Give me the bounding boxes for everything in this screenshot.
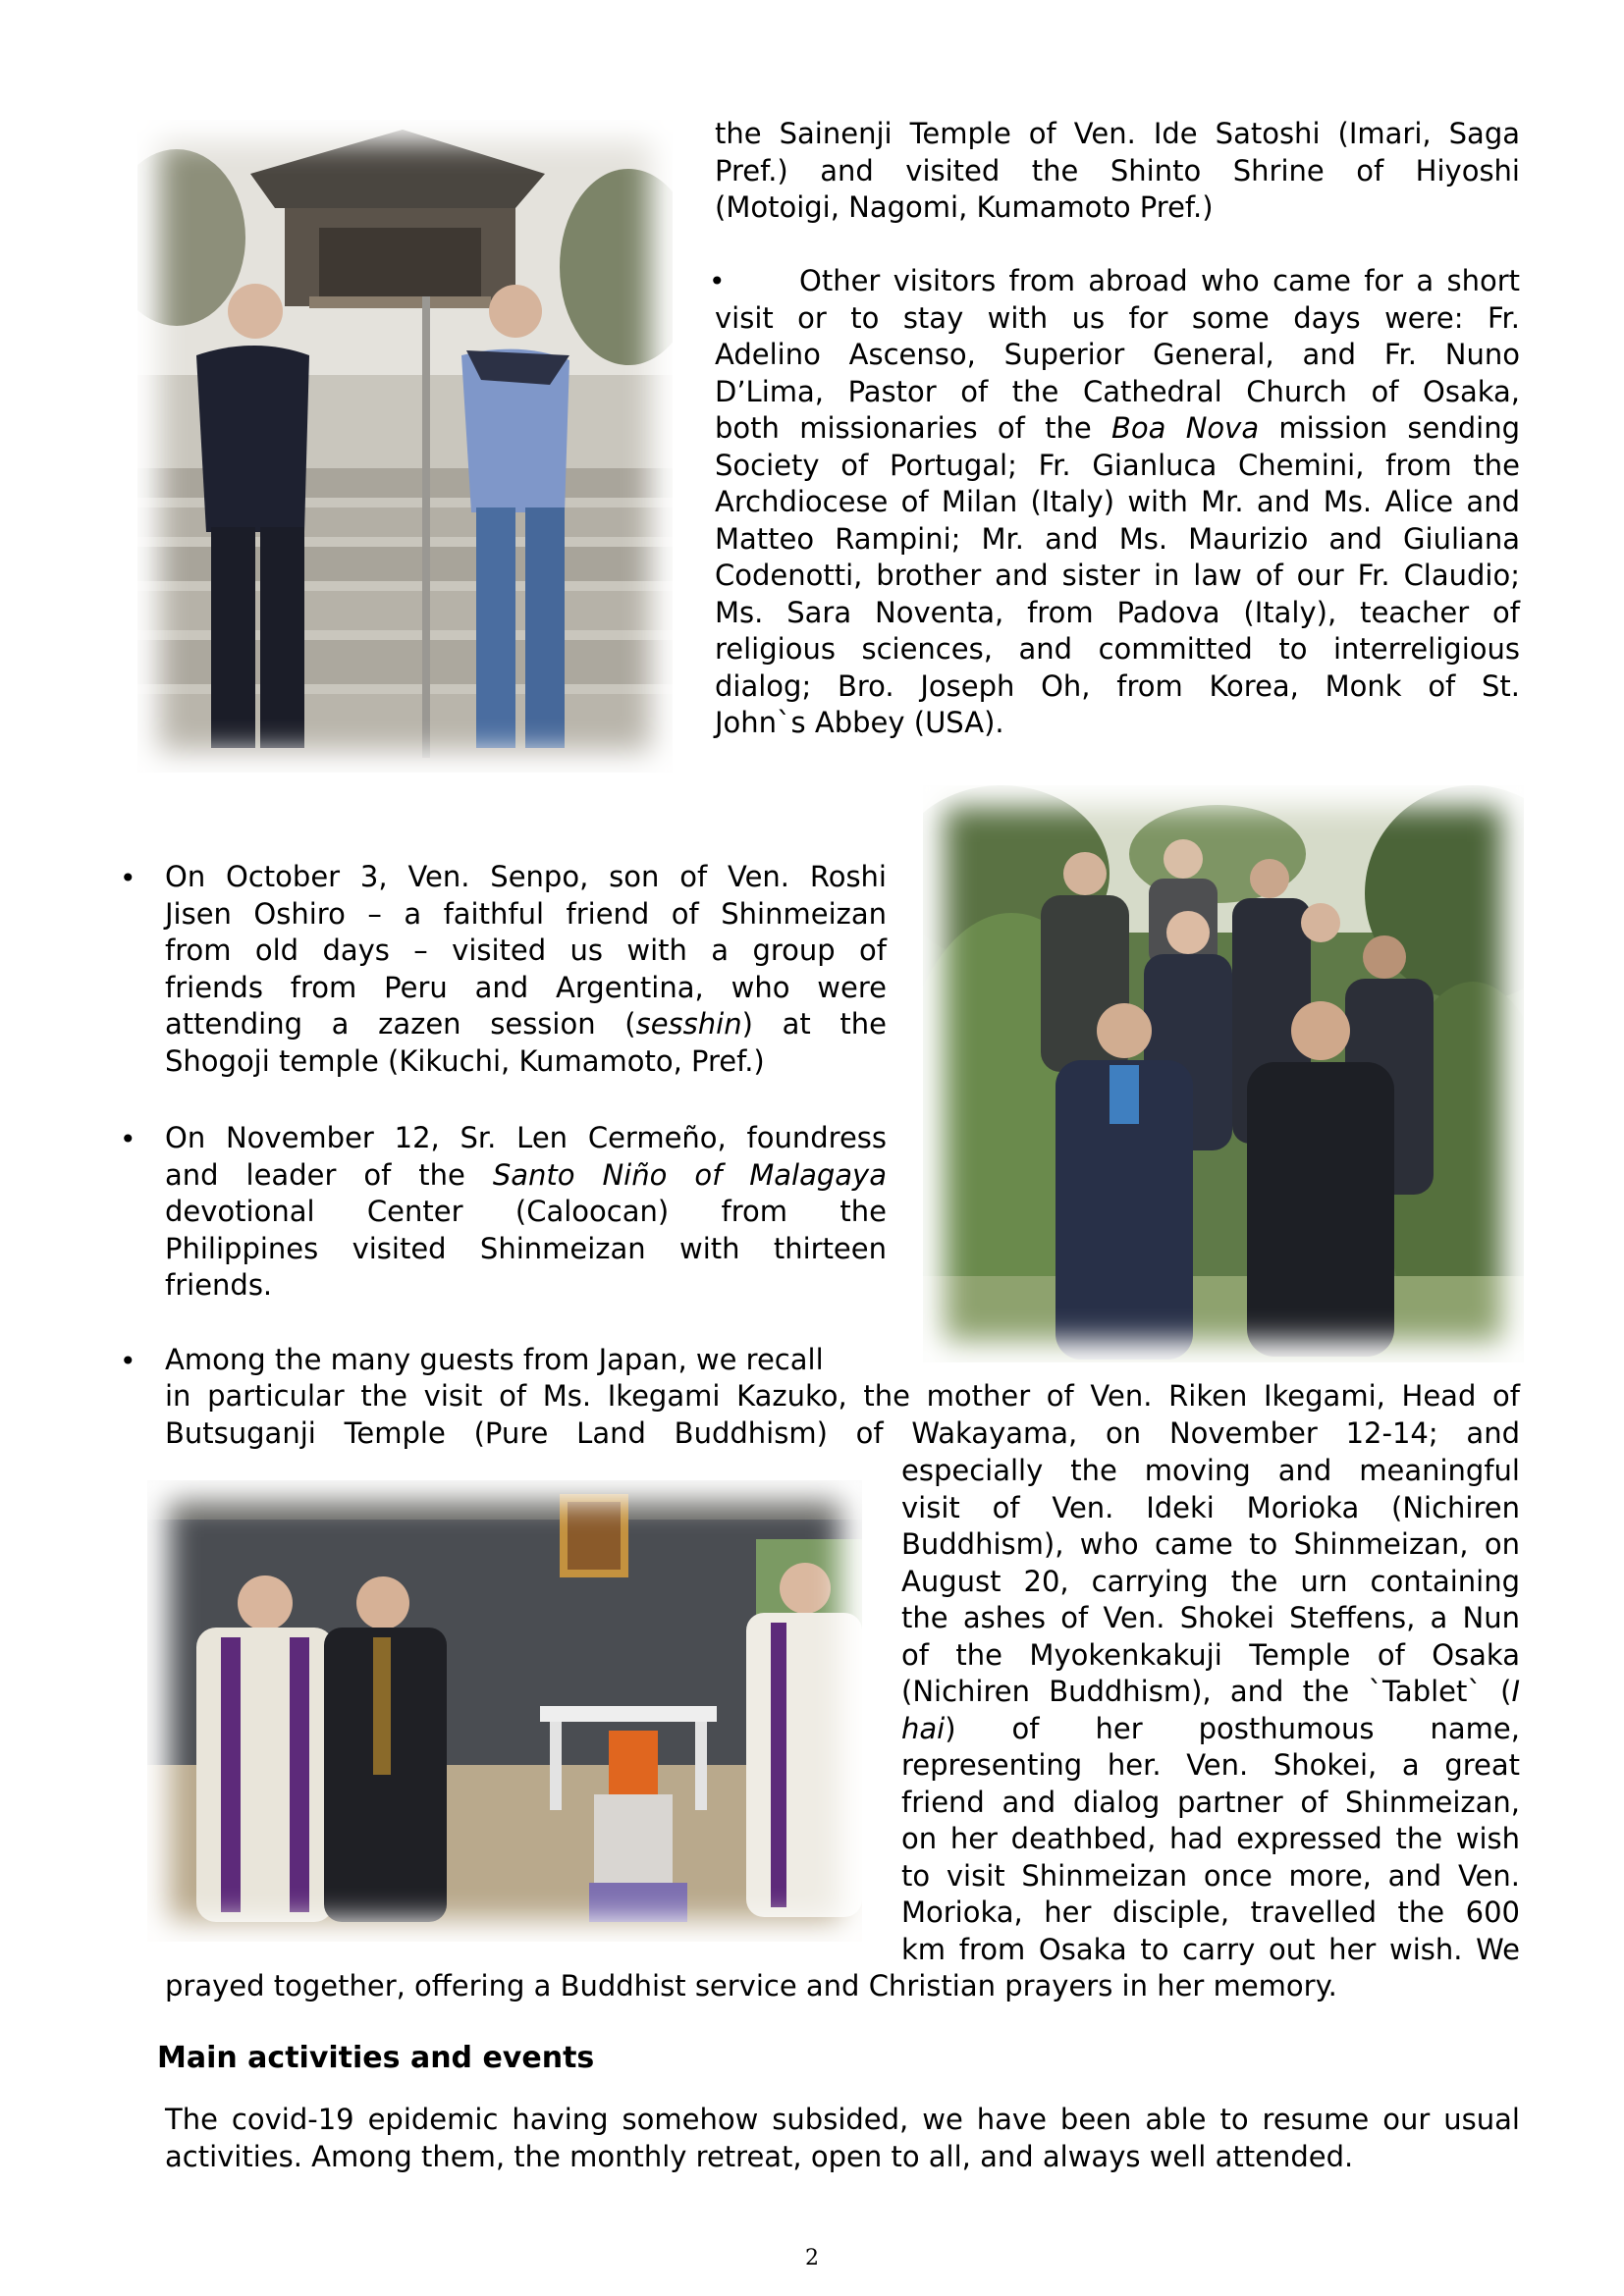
text-line [165, 1157, 887, 1195]
text-line: Archdiocese of Milan (Italy) with Mr. and Ms. Alice and [715, 485, 1520, 518]
text-line: Codenotti, brother and sister in law of our Fr. Claudio; [715, 559, 1520, 592]
italic-text: sesshin [635, 1007, 742, 1041]
text-line: Among the many guests from Japan, we recall [165, 1343, 824, 1376]
text-line [715, 410, 1520, 448]
text-line: On November 12, Sr. Len Cermeño, foundress [165, 1121, 887, 1154]
visitors-paragraph [715, 263, 1520, 742]
text-line: visit or to stay with us for some days were: Fr. [715, 300, 1520, 335]
top-paragraph [715, 116, 1520, 227]
text-line: D’Lima, Pastor of the Cathedral Church of Osaka, [715, 374, 1520, 408]
text-line: devotional Center (Caloocan) from the [165, 1195, 887, 1228]
text-line: August 20, carrying the urn containing [901, 1564, 1520, 1598]
guests-right-column [901, 1453, 1520, 1968]
text-line: Ms. Sara Noventa, from Padova (Italy), teacher of [715, 595, 1520, 629]
len-paragraph [165, 1120, 887, 1305]
text-line: especially the moving and meaningful [901, 1454, 1520, 1487]
text-line: km from Osaka to carry out her wish. We [901, 1932, 1520, 1966]
text-fragment: (Nichiren Buddhism), and the `Tablet` ( [901, 1675, 1512, 1708]
photo-group-garden [923, 785, 1524, 1362]
text-line: friends from Peru and Argentina, who were [165, 970, 887, 1004]
text-fragment: mission sending [1259, 411, 1520, 445]
bullet-icon: • [120, 862, 136, 894]
text-line: friend and dialog partner of Shinmeizan, [901, 1785, 1520, 1819]
text-line: visit of Ven. Ideki Morioka (Nichiren [901, 1490, 1520, 1524]
text-line: of the Myokenkakuji Temple of Osaka [901, 1637, 1520, 1672]
text-line: (Motoigi, Nagomi, Kumamoto Pref.) [715, 190, 1214, 224]
guests-first-line [165, 1342, 887, 1379]
text-fragment: attending a zazen session ( [165, 1007, 636, 1041]
text-line: Pref.) and visited the Shinto Shrine of Hiyoshi [715, 153, 1520, 187]
text-line: from old days – visited us with a group of [165, 934, 887, 967]
italic-text: Santo Niño of Malagaya [492, 1157, 887, 1192]
text-line: the Sainenji Temple of Ven. Ide Satoshi (Imari, Saga [715, 117, 1520, 150]
text-line [901, 1674, 1520, 1711]
text-line: The covid-19 epidemic having somehow subsided, we have been able to resume our usual [165, 2103, 1520, 2136]
photo-shrine-visitors [137, 120, 673, 773]
text-line [901, 1711, 1520, 1748]
text-line: Adelino Ascenso, Superior General, and Fr. Nuno [715, 338, 1520, 371]
bullet-icon: • [120, 1345, 136, 1377]
senpo-paragraph [165, 859, 887, 1080]
text-fragment: both missionaries of the [715, 411, 1112, 445]
text-line: prayed together, offering a Buddhist service and Christian prayers in her memory. [165, 1969, 1337, 2002]
text-line: Shogoji temple (Kikuchi, Kumamoto, Pref.) [165, 1043, 765, 1078]
text-line: in particular the visit of Ms. Ikegami Kazuko, the mother of Ven. Riken Ikegami, Head of [165, 1379, 1520, 1413]
text-fragment: ) of her posthumous name, [945, 1711, 1520, 1745]
text-line: dialog; Bro. Joseph Oh, from Korea, Monk of St. [715, 668, 1520, 703]
guests-last-line [165, 1968, 1520, 2005]
text-fragment: and leader of the [165, 1157, 493, 1192]
bullet-icon: • [709, 265, 726, 297]
page-number: 2 [805, 2246, 819, 2270]
text-line: On October 3, Ven. Senpo, son of Ven. Roshi [165, 860, 887, 893]
text-line: to visit Shinmeizan once more, and Ven. [901, 1858, 1520, 1893]
text-line: Morioka, her disciple, travelled the 600 [901, 1896, 1520, 1929]
italic-text: hai [901, 1711, 946, 1745]
text-line: friends. [165, 1268, 273, 1302]
text-line [165, 1006, 887, 1043]
text-line: Philippines visited Shinmeizan with thirteen [165, 1231, 887, 1265]
italic-text: I [1511, 1675, 1520, 1708]
text-line: activities. Among them, the monthly retreat, open to all, and always well attended. [165, 2139, 1354, 2173]
text-line: Matteo Rampini; Mr. and Ms. Maurizio and Giuliana [715, 521, 1520, 556]
text-line: John`s Abbey (USA). [715, 706, 1004, 739]
italic-text: Boa Nova [1111, 411, 1260, 445]
section-heading: Main activities and events [157, 2041, 595, 2075]
text-fragment: ) at the [741, 1007, 888, 1041]
text-line: Buddhism), who came to Shinmeizan, on [901, 1527, 1520, 1561]
photo-chapel-service [147, 1480, 862, 1942]
text-line: representing her. Ven. Shokei, a great [901, 1748, 1520, 1782]
text-line: Society of Portugal; Fr. Gianluca Chemini, from the [715, 448, 1520, 482]
section-body [165, 2102, 1520, 2175]
text-line: Other visitors from abroad who came for a short [799, 264, 1520, 297]
text-line: religious sciences, and committed to interreligious [715, 632, 1520, 666]
text-line: Butsuganji Temple (Pure Land Buddhism) of Wakayama, on November 12-14; and [165, 1415, 1520, 1450]
bullet-icon: • [120, 1123, 136, 1155]
guests-wide-lines [165, 1378, 1520, 1452]
text-line: the ashes of Ven. Shokei Steffens, a Nun [901, 1601, 1520, 1634]
text-line: Jisen Oshiro – a faithful friend of Shinmeizan [165, 896, 887, 931]
text-line: on her deathbed, had expressed the wish [901, 1822, 1520, 1855]
